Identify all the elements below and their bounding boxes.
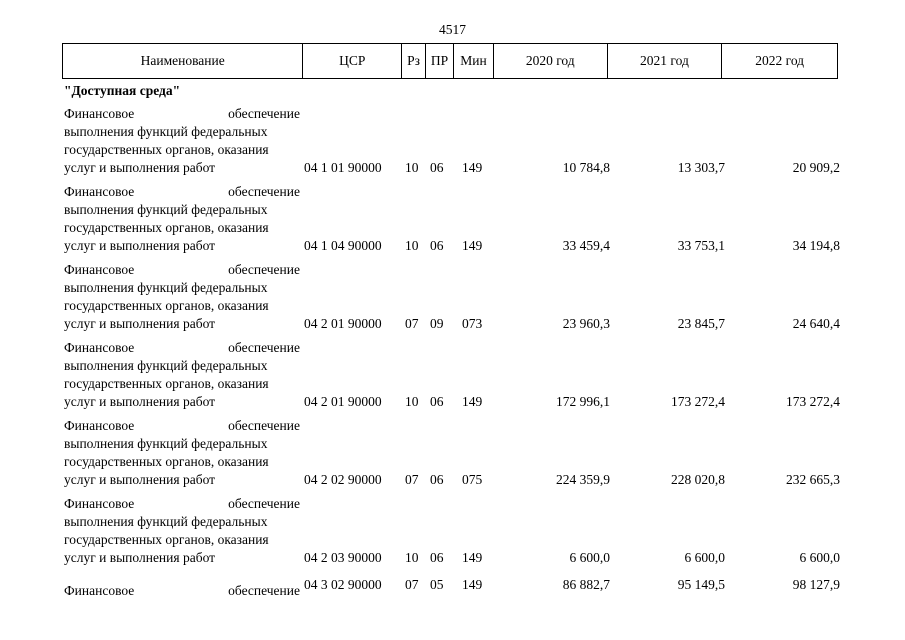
header-pr: ПР xyxy=(426,44,454,78)
desc-word: Финансовое xyxy=(64,340,135,355)
cell-2021: 23 845,7 xyxy=(677,316,725,331)
cell-min: 149 xyxy=(462,550,483,565)
header-rz: Рз xyxy=(402,44,426,78)
desc-word: Финансовое xyxy=(64,583,135,598)
desc-line: выполнения функций федеральных xyxy=(64,514,268,529)
cell-csr: 04 3 02 90000 xyxy=(304,577,382,592)
header-2020: 2020 год xyxy=(494,44,608,78)
cell-pr: 06 xyxy=(430,394,444,409)
cell-2022: 173 272,4 xyxy=(786,394,840,409)
header-name: Наименование xyxy=(63,44,303,78)
cell-2022: 34 194,8 xyxy=(792,238,840,253)
row-description xyxy=(64,495,300,567)
desc-word: обеспечение xyxy=(228,340,300,355)
cell-rz: 10 xyxy=(405,238,419,253)
cell-pr: 09 xyxy=(430,316,444,331)
row-description xyxy=(64,261,300,333)
cell-min: 075 xyxy=(462,472,483,487)
cell-2021: 228 020,8 xyxy=(671,472,725,487)
desc-line: выполнения функций федеральных xyxy=(64,436,268,451)
desc-word: обеспечение xyxy=(228,184,300,199)
row-description xyxy=(64,183,300,255)
row-description xyxy=(64,105,300,177)
cell-csr: 04 2 01 90000 xyxy=(304,394,382,409)
cell-rz: 10 xyxy=(405,160,419,175)
cell-min: 149 xyxy=(462,394,483,409)
cell-2022: 20 909,2 xyxy=(792,160,840,175)
cell-2021: 33 753,1 xyxy=(677,238,725,253)
cell-2021: 13 303,7 xyxy=(677,160,725,175)
desc-word: обеспечение xyxy=(228,583,300,598)
desc-line: услуг и выполнения работ xyxy=(64,472,216,487)
cell-csr: 04 2 02 90000 xyxy=(304,472,382,487)
cell-2020: 224 359,9 xyxy=(556,472,610,487)
desc-line: государственных органов, оказания xyxy=(64,220,269,235)
cell-2020: 172 996,1 xyxy=(556,394,610,409)
desc-line: услуг и выполнения работ xyxy=(64,160,216,175)
header-min: Мин xyxy=(454,44,494,78)
cell-2022: 24 640,4 xyxy=(792,316,840,331)
row-description xyxy=(64,582,300,600)
cell-2021: 95 149,5 xyxy=(677,577,725,592)
cell-2020: 23 960,3 xyxy=(562,316,610,331)
desc-line: выполнения функций федеральных xyxy=(64,202,268,217)
desc-line: выполнения функций федеральных xyxy=(64,358,268,373)
header-2022: 2022 год xyxy=(755,53,805,68)
cell-2020: 10 784,8 xyxy=(562,160,610,175)
desc-line: услуг и выполнения работ xyxy=(64,316,216,331)
desc-word: обеспечение xyxy=(228,262,300,277)
desc-word: Финансовое xyxy=(64,418,135,433)
cell-pr: 06 xyxy=(430,550,444,565)
cell-rz: 07 xyxy=(405,577,419,592)
cell-rz: 07 xyxy=(405,316,419,331)
page-number: 4517 xyxy=(439,22,466,37)
desc-line: услуг и выполнения работ xyxy=(64,394,216,409)
cell-rz: 10 xyxy=(405,550,419,565)
desc-line: государственных органов, оказания xyxy=(64,376,269,391)
row-description xyxy=(64,417,300,489)
cell-2020: 86 882,7 xyxy=(562,577,610,592)
desc-word: Финансовое xyxy=(64,184,135,199)
cell-2021: 6 600,0 xyxy=(684,550,725,565)
cell-2021: 173 272,4 xyxy=(671,394,725,409)
cell-2022: 98 127,9 xyxy=(792,577,840,592)
cell-pr: 05 xyxy=(430,577,444,592)
desc-word: Финансовое xyxy=(64,496,135,511)
cell-rz: 07 xyxy=(405,472,419,487)
cell-2020: 6 600,0 xyxy=(569,550,610,565)
desc-line: услуг и выполнения работ xyxy=(64,550,216,565)
desc-line: услуг и выполнения работ xyxy=(64,238,216,253)
cell-pr: 06 xyxy=(430,472,444,487)
row-description xyxy=(64,339,300,411)
cell-pr: 06 xyxy=(430,160,444,175)
cell-2022: 232 665,3 xyxy=(786,472,840,487)
desc-line: выполнения функций федеральных xyxy=(64,124,268,139)
cell-min: 149 xyxy=(462,238,483,253)
cell-csr: 04 1 04 90000 xyxy=(304,238,382,253)
cell-min: 073 xyxy=(462,316,483,331)
cell-csr: 04 2 01 90000 xyxy=(304,316,382,331)
cell-2022: 6 600,0 xyxy=(799,550,840,565)
desc-line: государственных органов, оказания xyxy=(64,298,269,313)
cell-min: 149 xyxy=(462,577,483,592)
cell-csr: 04 1 01 90000 xyxy=(304,160,382,175)
cell-rz: 10 xyxy=(405,394,419,409)
desc-line: государственных органов, оказания xyxy=(64,532,269,547)
section-title: "Доступная среда" xyxy=(64,83,181,98)
desc-word: Финансовое xyxy=(64,106,135,121)
header-csr: ЦСР xyxy=(303,44,402,78)
table-header xyxy=(62,43,838,79)
header-2021: 2021 год xyxy=(608,44,723,78)
desc-word: обеспечение xyxy=(228,106,300,121)
cell-2020: 33 459,4 xyxy=(562,238,610,253)
desc-word: обеспечение xyxy=(228,418,300,433)
desc-line: государственных органов, оказания xyxy=(64,454,269,469)
cell-pr: 06 xyxy=(430,238,444,253)
desc-word: обеспечение xyxy=(228,496,300,511)
desc-line: выполнения функций федеральных xyxy=(64,280,268,295)
cell-min: 149 xyxy=(462,160,483,175)
desc-line: государственных органов, оказания xyxy=(64,142,269,157)
cell-csr: 04 2 03 90000 xyxy=(304,550,382,565)
desc-word: Финансовое xyxy=(64,262,135,277)
